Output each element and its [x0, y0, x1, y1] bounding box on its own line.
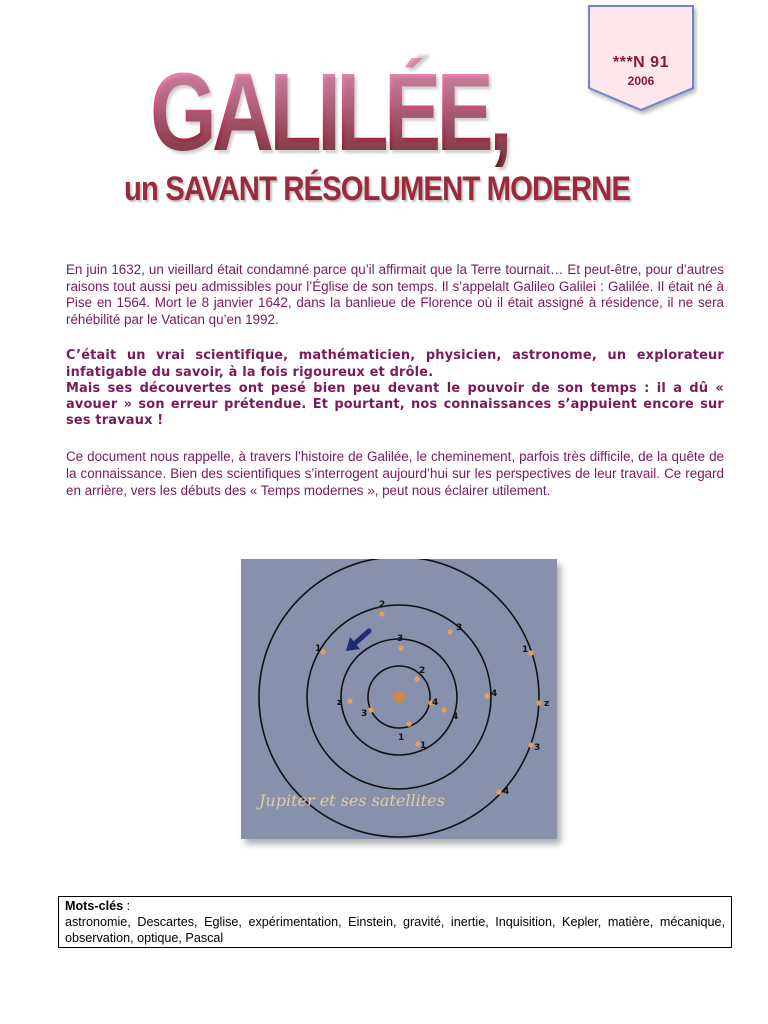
highlight-paragraph-2: Mais ses découvertes ont pesé bien peu devant le pouvoir de son temps : il a dû « avouer » son erreur prétendue. Et pourtant, nos connaissances s’appuient encore sur ses travaux !: [66, 380, 724, 429]
article-body: [66, 262, 724, 499]
satellite-dot: [536, 700, 541, 705]
satellite-dot: [406, 721, 411, 726]
subtitle: un SAVANT RÉSOLUMENT MODERNE: [124, 170, 631, 208]
satellite-label: z: [337, 698, 343, 708]
issue-number: ***N 91: [613, 54, 669, 71]
satellite-dot: [398, 645, 403, 650]
keywords-box: [58, 896, 732, 948]
keywords-list: astronomie, Descartes, Eglise, expérimentation, Einstein, gravité, inertie, Inquisition, Kepler, matière, mécanique, observation, optique, Pascal: [65, 915, 725, 945]
figure-caption: Jupiter et ses satellites: [259, 791, 445, 810]
closing-paragraph: Ce document nous rappelle, à travers l’histoire de Galilée, le cheminement, parfois très difficile, de la quête de la connaissance. Bien des scientifiques s’interrogent aujourd’hui sur les perspectives de leur travail. Ce regard en arrière, vers les débuts des « Temps modernes », peut nous éclairer utilement.: [66, 449, 724, 498]
satellite-label: 2: [379, 600, 386, 610]
satellite-dot: [414, 676, 419, 681]
issue-year: 2006: [627, 74, 655, 88]
issue-tag: [586, 4, 698, 116]
satellite-label: 4: [503, 787, 510, 797]
jupiter-planet: [393, 691, 405, 703]
satellite-dot: [379, 611, 384, 616]
keywords-label: Mots-clés: [65, 899, 124, 913]
satellite-label: 3: [361, 709, 368, 719]
satellite-label: 3: [456, 623, 463, 633]
satellite-label: 4: [452, 712, 459, 722]
satellite-label: 1: [420, 741, 427, 751]
keywords-separator: :: [123, 899, 131, 913]
main-title: GALILÉE,: [150, 51, 509, 174]
satellite-dot: [496, 789, 501, 794]
satellite-dot: [441, 707, 446, 712]
jupiter-figure: [241, 559, 557, 839]
satellite-label: 4: [432, 698, 439, 708]
satellite-dot: [368, 707, 373, 712]
satellite-label: 4: [491, 689, 498, 699]
satellite-label: 1: [398, 733, 405, 743]
satellite-label: z: [544, 699, 550, 709]
satellite-dot: [528, 650, 533, 655]
satellite-dot: [447, 629, 452, 634]
satellite-label: 1: [315, 644, 322, 654]
satellite-label: 2: [419, 666, 426, 676]
satellite-label: 3: [397, 634, 404, 644]
satellite-dot: [347, 698, 352, 703]
satellite-dot: [484, 693, 489, 698]
satellite-label: 3: [534, 743, 541, 753]
keywords-heading: [65, 898, 725, 914]
satellite-label: 1: [522, 645, 529, 655]
satellite-dot: [528, 742, 533, 747]
highlight-paragraph-1: C’était un vrai scientifique, mathématicien, physicien, astronome, un explorateur infatigable du savoir, à la fois rigoureux et drôle.: [66, 348, 724, 380]
intro-paragraph: En juin 1632, un vieillard était condamné parce qu’il affirmait que la Terre tournait… Et peut-être, pour d’autres raisons tout aussi peu admissibles pour l’Église de son temps. Il s’appelalt Galileo Galilei : Galilée. Il était né à Pise en 1564. Mort le 8 janvier 1642, dans la banlieue de Florence où il était assigné à résidence, il ne sera réhébilité par le Vatican qu’en 1992.: [66, 262, 724, 327]
